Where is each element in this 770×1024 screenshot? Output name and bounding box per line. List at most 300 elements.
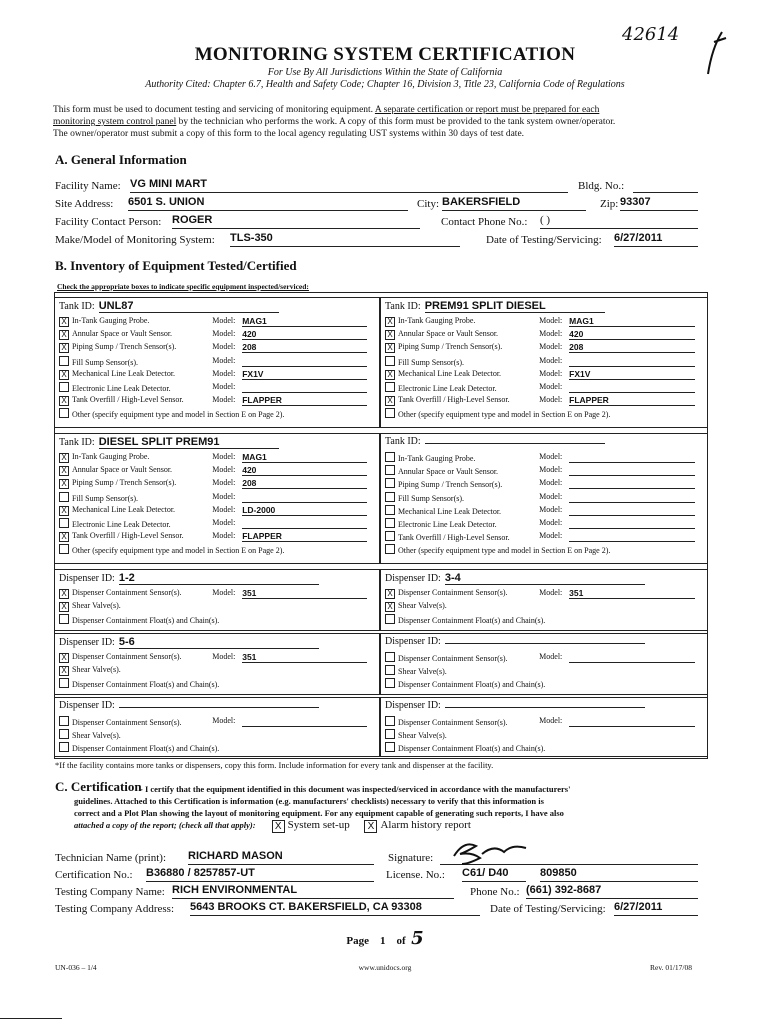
equipment-checkbox[interactable]: X: [59, 343, 69, 353]
dispenser-equipment-row: [385, 588, 703, 599]
equipment-label: Annular Space or Vault Sensor.: [72, 329, 173, 339]
equipment-label: Other (specify equipment type and model in Section E on Page 2).: [398, 410, 611, 420]
equipment-label: In-Tank Gauging Probe.: [398, 454, 476, 463]
model-field[interactable]: FX1V: [242, 369, 367, 380]
model-label: Model:: [539, 316, 563, 325]
equipment-checkbox[interactable]: X: [59, 479, 69, 489]
model-label: Model:: [212, 518, 236, 527]
city-label: City:: [417, 198, 440, 210]
dispenser-equipment-row: [385, 652, 703, 663]
tank-equipment-row: [385, 465, 703, 476]
model-label: Model:: [212, 452, 236, 461]
model-label: Model:: [212, 368, 236, 378]
model-label: Model:: [539, 652, 563, 661]
tank-equipment-row: [59, 329, 375, 340]
equipment-label: Other (specify equipment type and model in Section E on Page 2).: [72, 410, 285, 420]
tank-equipment-row: [385, 544, 703, 555]
dispenser-equipment-row: [59, 678, 375, 689]
model-field[interactable]: 351: [242, 652, 367, 663]
equipment-label: Tank Overfill / High-Level Sensor.: [72, 531, 184, 541]
page-number: Page 1 of 5: [346, 928, 424, 949]
model-label: Model:: [539, 368, 563, 378]
city-field[interactable]: BAKERSFIELD: [442, 196, 586, 211]
date-testing-label: Date of Testing/Servicing:: [486, 234, 602, 246]
dispenser-equipment-row: [59, 665, 375, 676]
contact-field[interactable]: ROGER: [172, 214, 420, 229]
tank-equipment-row: [385, 369, 703, 380]
equipment-label: Tank Overfill / High-Level Sensor.: [398, 533, 510, 543]
dispenser-equipment-row: [59, 742, 375, 753]
section-b-heading: B. Inventory of Equipment Tested/Certified: [55, 258, 297, 273]
model-field[interactable]: [242, 382, 367, 393]
model-label: Model:: [212, 716, 236, 725]
model-label: Model:: [212, 355, 236, 365]
dispenser-box: [54, 697, 380, 757]
equipment-checkbox[interactable]: [385, 518, 395, 528]
equipment-checkbox[interactable]: X: [59, 396, 69, 406]
model-label: Model:: [212, 316, 236, 325]
equipment-label: Shear Valve(s).: [398, 731, 447, 740]
equipment-checkbox[interactable]: X: [59, 330, 69, 340]
equipment-checkbox[interactable]: [385, 742, 395, 752]
dispenser-id-label: Dispenser ID:: [385, 636, 645, 647]
dispenser-equipment-row: [59, 601, 375, 612]
dispenser-id-label: Dispenser ID: 5-6: [59, 636, 319, 649]
tank-equipment-row: [59, 492, 375, 503]
tank-id-field[interactable]: [425, 443, 605, 444]
cert-no-field[interactable]: B36880 / 8257857-UT: [146, 867, 374, 882]
equipment-checkbox[interactable]: [59, 382, 69, 392]
system-setup-label: System set-up: [287, 819, 350, 831]
model-field[interactable]: 208: [569, 342, 695, 353]
tank-equipment-row: [385, 492, 703, 503]
model-field[interactable]: 420: [242, 329, 367, 340]
tank-equipment-row: [385, 531, 703, 542]
certification-text: - I certify that the equipment identified in this document was inspected/serviced in accordance with the manufacturers' guidelines. Attached to this Certification is information (e.g. manufacturers' checklists) necessary to verify that this information is correct and a Plot Plan showing the layout of monitoring equipment. For any equipment capable of generating such reports, I have also attached a copy of the report; (check all that apply): X System set-up X Alarm history report: [74, 784, 571, 832]
tank-equipment-row: [385, 316, 703, 327]
signature-label: Signature:: [388, 852, 434, 864]
dispenser-box: [380, 633, 708, 695]
dispenser-id-field[interactable]: [445, 643, 645, 644]
equipment-label: Electronic Line Leak Detector.: [72, 520, 171, 529]
model-label: Model:: [539, 342, 563, 352]
model-field[interactable]: FX1V: [569, 369, 695, 380]
section-c-heading: C. Certification: [55, 779, 142, 794]
model-field[interactable]: [569, 716, 695, 727]
dispenser-id-label: Dispenser ID: 3-4: [385, 572, 645, 585]
technician-label: Technician Name (print):: [55, 852, 167, 864]
cert-date-field[interactable]: 6/27/2011: [614, 901, 698, 916]
model-field[interactable]: [569, 518, 695, 529]
tank-id-field[interactable]: UNL87: [99, 300, 279, 313]
dispenser-id-field[interactable]: [445, 707, 645, 708]
equipment-checkbox[interactable]: X: [59, 370, 69, 380]
model-field[interactable]: 420: [569, 329, 695, 340]
model-field[interactable]: MAG1: [569, 316, 695, 327]
equipment-checkbox[interactable]: [59, 356, 69, 366]
model-label: Model:: [212, 478, 236, 488]
page-subtitle: For Use By All Jurisdictions Within the State of California: [267, 67, 503, 78]
equipment-label: Annular Space or Vault Sensor.: [398, 467, 499, 477]
equipment-label: Shear Valve(s).: [72, 665, 121, 674]
tank-equipment-row: [385, 395, 703, 406]
tank-equipment-row: [59, 369, 375, 380]
tank-equipment-row: [59, 544, 375, 555]
model-label: Model:: [212, 342, 236, 352]
model-label: Model:: [212, 531, 236, 541]
equipment-checkbox[interactable]: [59, 614, 69, 624]
alarm-history-checkbox[interactable]: X: [364, 820, 377, 833]
equipment-checkbox[interactable]: [385, 614, 395, 624]
equipment-label: Piping Sump / Trench Sensor(s).: [72, 342, 177, 352]
footer-revision: Rev. 01/17/08: [650, 963, 693, 972]
dispenser-equipment-row: [59, 652, 375, 663]
tank-equipment-row: [59, 478, 375, 489]
dispenser-box: [54, 569, 380, 631]
dispenser-box: [380, 697, 708, 757]
model-field[interactable]: [569, 452, 695, 463]
equipment-label: Piping Sump / Trench Sensor(s).: [398, 342, 503, 352]
page-title: MONITORING SYSTEM CERTIFICATION: [194, 44, 576, 65]
tank-id-label: Tank ID: DIESEL SPLIT PREM91: [59, 436, 279, 449]
equipment-label: In-Tank Gauging Probe.: [398, 316, 476, 325]
intro-text: This form must be used to document testing and servicing of monitoring equipment. A separate certification or report must be prepared for each monitoring system control panel by the technician who performs the work. A copy of this form must be provided to the tank system owner/operator. The owner/operator must submit a copy of this form to the local agency regulating UST systems within 30 days of test date.: [53, 105, 616, 139]
tank-equipment-row: [59, 531, 375, 542]
equipment-checkbox[interactable]: [385, 531, 395, 541]
authority-line: Authority Cited: Chapter 6.7, Health and Safety Code; Chapter 16, Division 3, Title 23, California Code of Regulations: [145, 79, 625, 90]
license-label: License. No.:: [386, 869, 445, 881]
tank-id-field[interactable]: DIESEL SPLIT PREM91: [99, 436, 279, 449]
model-label: Model:: [212, 652, 236, 661]
section-b-instruction: Check the appropriate boxes to indicate specific equipment inspected/serviced:: [57, 282, 309, 291]
equipment-checkbox[interactable]: [385, 465, 395, 475]
model-label: Model:: [539, 478, 563, 488]
equipment-checkbox[interactable]: X: [385, 589, 395, 599]
model-label: Model:: [539, 329, 563, 339]
equipment-checkbox[interactable]: X: [59, 653, 69, 663]
dispenser-id-field[interactable]: [119, 707, 319, 708]
equipment-checkbox[interactable]: [59, 742, 69, 752]
equipment-checkbox[interactable]: [385, 478, 395, 488]
model-label: Model:: [212, 382, 236, 391]
facility-name-label: Facility Name:: [55, 180, 121, 192]
equipment-label: Dispenser Containment Sensor(s).: [398, 588, 508, 597]
tank-equipment-row: [385, 408, 703, 419]
model-field[interactable]: LD-2000: [242, 505, 367, 516]
dispenser-box: [380, 569, 708, 631]
tank-box: [380, 297, 708, 428]
equipment-checkbox[interactable]: [385, 492, 395, 502]
contact-phone-label: Contact Phone No.:: [441, 216, 528, 228]
company-phone-field[interactable]: (661) 392-8687: [526, 884, 698, 899]
footer-form-id: UN-036 – 1/4: [55, 963, 97, 972]
model-label: Model:: [212, 491, 236, 501]
equipment-checkbox[interactable]: X: [385, 330, 395, 340]
equipment-checkbox[interactable]: X: [385, 317, 395, 327]
equipment-label: Mechanical Line Leak Detector.: [72, 368, 176, 378]
equipment-checkbox[interactable]: [59, 678, 69, 688]
model-field[interactable]: 208: [242, 478, 367, 489]
tank-box: [54, 433, 380, 564]
date-testing-field[interactable]: 6/27/2011: [614, 232, 698, 247]
make-model-field[interactable]: TLS-350: [230, 232, 460, 247]
tank-id-label: Tank ID: PREM91 SPLIT DIESEL: [385, 300, 605, 313]
company-name-label: Testing Company Name:: [55, 886, 165, 898]
equipment-label: Shear Valve(s).: [398, 601, 447, 610]
model-label: Model:: [212, 465, 236, 475]
dispenser-id-label: Dispenser ID:: [59, 700, 319, 711]
company-address-field[interactable]: 5643 BROOKS CT. BAKERSFIELD, CA 93308: [190, 901, 480, 916]
section-b-footnote: *If the facility contains more tanks or dispensers, copy this form. Include information for every tank and dispenser at the facility.: [55, 760, 494, 770]
equipment-checkbox[interactable]: [385, 408, 395, 418]
equipment-label: Tank Overfill / High-Level Sensor.: [72, 395, 184, 405]
equipment-checkbox[interactable]: [59, 492, 69, 502]
equipment-label: In-Tank Gauging Probe.: [72, 452, 150, 461]
model-label: Model:: [212, 395, 236, 405]
tank-box: [380, 433, 708, 564]
model-label: Model:: [539, 465, 563, 475]
model-label: Model:: [212, 329, 236, 339]
model-field[interactable]: 208: [242, 342, 367, 353]
model-field[interactable]: [242, 518, 367, 529]
equipment-label: Shear Valve(s).: [398, 667, 447, 676]
bldg-no-label: Bldg. No.:: [578, 180, 625, 192]
equipment-checkbox[interactable]: X: [59, 602, 69, 612]
equipment-checkbox[interactable]: X: [59, 466, 69, 476]
equipment-checkbox[interactable]: [385, 544, 395, 554]
equipment-checkbox[interactable]: X: [59, 666, 69, 676]
tank-equipment-row: [59, 505, 375, 516]
equipment-label: Dispenser Containment Sensor(s).: [398, 654, 508, 663]
equipment-checkbox[interactable]: X: [59, 506, 69, 516]
technician-field[interactable]: RICHARD MASON: [188, 850, 374, 865]
tank-equipment-row: [385, 478, 703, 489]
dispenser-id-label: Dispenser ID:: [385, 700, 645, 711]
dispenser-equipment-row: [385, 614, 703, 625]
zip-label: Zip:: [600, 198, 619, 210]
contact-label: Facility Contact Person:: [55, 216, 162, 228]
site-address-label: Site Address:: [55, 198, 114, 210]
dispenser-equipment-row: [385, 716, 703, 727]
model-label: Model:: [539, 382, 563, 391]
model-field[interactable]: [242, 492, 367, 503]
model-label: Model:: [539, 588, 563, 597]
tank-equipment-row: [385, 518, 703, 529]
equipment-label: Other (specify equipment type and model in Section E on Page 2).: [398, 546, 611, 556]
model-field[interactable]: [569, 356, 695, 367]
tank-equipment-row: [59, 465, 375, 476]
section-a-heading: A. General Information: [55, 152, 187, 167]
signature-image: [446, 836, 586, 868]
model-field[interactable]: MAG1: [242, 316, 367, 327]
tank-equipment-row: [59, 518, 375, 529]
model-field[interactable]: 351: [569, 588, 695, 599]
bldg-no-field[interactable]: [633, 178, 698, 193]
license-no-field[interactable]: 809850: [540, 867, 698, 882]
model-label: Model:: [539, 452, 563, 461]
equipment-label: Fill Sump Sensor(s).: [398, 357, 465, 367]
tank-equipment-row: [59, 342, 375, 353]
handwritten-number: 42614: [622, 24, 680, 45]
model-field[interactable]: [569, 652, 695, 663]
zip-field[interactable]: 93307: [620, 196, 698, 211]
equipment-checkbox[interactable]: [59, 716, 69, 726]
equipment-label: Dispenser Containment Sensor(s).: [72, 588, 182, 597]
dispenser-equipment-row: [59, 588, 375, 599]
equipment-checkbox[interactable]: X: [59, 532, 69, 542]
equipment-label: Other (specify equipment type and model in Section E on Page 2).: [72, 546, 285, 556]
equipment-label: Mechanical Line Leak Detector.: [72, 504, 176, 514]
model-label: Model:: [212, 504, 236, 514]
equipment-checkbox[interactable]: X: [59, 453, 69, 463]
equipment-label: Mechanical Line Leak Detector.: [398, 368, 502, 378]
equipment-label: Piping Sump / Trench Sensor(s).: [72, 478, 177, 488]
company-address-label: Testing Company Address:: [55, 903, 175, 915]
equipment-label: Fill Sump Sensor(s).: [72, 493, 139, 503]
model-label: Model:: [539, 531, 563, 541]
model-field[interactable]: FLAPPER: [242, 531, 367, 542]
dispenser-equipment-row: [385, 729, 703, 740]
make-model-label: Make/Model of Monitoring System:: [55, 234, 215, 246]
system-setup-checkbox[interactable]: X: [272, 820, 285, 833]
cert-no-label: Certification No.:: [55, 869, 133, 881]
equipment-checkbox[interactable]: X: [59, 317, 69, 327]
equipment-checkbox[interactable]: X: [385, 396, 395, 406]
tank-equipment-row: [385, 342, 703, 353]
model-field[interactable]: [242, 716, 367, 727]
dispenser-equipment-row: [385, 742, 703, 753]
model-field[interactable]: [242, 356, 367, 367]
equipment-checkbox[interactable]: [385, 382, 395, 392]
equipment-label: Dispenser Containment Float(s) and Chain(s).: [398, 680, 546, 689]
equipment-checkbox[interactable]: [385, 665, 395, 675]
facility-name-field[interactable]: VG MINI MART: [130, 178, 568, 193]
tank-equipment-row: [59, 408, 375, 419]
equipment-label: Dispenser Containment Sensor(s).: [398, 718, 508, 727]
tank-equipment-row: [59, 356, 375, 367]
tank-box: [54, 297, 380, 428]
model-field[interactable]: [569, 382, 695, 393]
tank-equipment-row: [385, 452, 703, 463]
model-field[interactable]: MAG1: [242, 452, 367, 463]
tank-equipment-row: [385, 329, 703, 340]
equipment-checkbox[interactable]: [385, 452, 395, 462]
equipment-label: Piping Sump / Trench Sensor(s).: [398, 480, 503, 490]
model-field[interactable]: [569, 505, 695, 516]
tank-id-field[interactable]: PREM91 SPLIT DIESEL: [425, 300, 605, 313]
equipment-checkbox[interactable]: [385, 716, 395, 726]
dispenser-box: [54, 633, 380, 695]
equipment-label: Shear Valve(s).: [72, 601, 121, 610]
dispenser-id-field[interactable]: 5-6: [119, 636, 319, 649]
model-field[interactable]: [569, 531, 695, 542]
equipment-label: Dispenser Containment Sensor(s).: [72, 718, 182, 727]
equipment-label: Dispenser Containment Float(s) and Chain(s).: [398, 616, 546, 625]
equipment-checkbox[interactable]: [385, 652, 395, 662]
tank-equipment-row: [385, 382, 703, 393]
equipment-checkbox[interactable]: [385, 356, 395, 366]
model-field[interactable]: FLAPPER: [569, 395, 695, 406]
model-label: Model:: [212, 588, 236, 597]
license-class-field[interactable]: C61/ D40: [462, 867, 526, 882]
equipment-label: Electronic Line Leak Detector.: [398, 520, 497, 529]
model-field[interactable]: [569, 465, 695, 476]
company-phone-label: Phone No.:: [470, 886, 520, 898]
equipment-checkbox[interactable]: X: [59, 589, 69, 599]
dispenser-id-label: Dispenser ID: 1-2: [59, 572, 319, 585]
model-label: Model:: [539, 491, 563, 501]
dispenser-equipment-row: [59, 614, 375, 625]
equipment-label: Annular Space or Vault Sensor.: [72, 465, 173, 475]
equipment-checkbox[interactable]: [385, 505, 395, 515]
model-label: Model:: [539, 355, 563, 365]
equipment-label: Mechanical Line Leak Detector.: [398, 506, 502, 516]
model-field[interactable]: 420: [242, 465, 367, 476]
dispenser-equipment-row: [59, 716, 375, 727]
site-address-field[interactable]: 6501 S. UNION: [128, 196, 408, 211]
equipment-label: Shear Valve(s).: [72, 731, 121, 740]
equipment-checkbox[interactable]: X: [385, 343, 395, 353]
tank-id-label: Tank ID:: [385, 436, 605, 447]
model-label: Model:: [539, 504, 563, 514]
equipment-label: Fill Sump Sensor(s).: [398, 493, 465, 503]
equipment-checkbox[interactable]: [59, 544, 69, 554]
dispenser-id-field[interactable]: 1-2: [119, 572, 319, 585]
contact-phone-field[interactable]: ( ): [540, 214, 698, 229]
tank-equipment-row: [59, 316, 375, 327]
model-label: Model:: [539, 395, 563, 405]
equipment-checkbox[interactable]: [385, 678, 395, 688]
dispenser-equipment-row: [385, 678, 703, 689]
equipment-label: Dispenser Containment Float(s) and Chain(s).: [72, 680, 220, 689]
equipment-checkbox[interactable]: X: [385, 602, 395, 612]
model-field[interactable]: 351: [242, 588, 367, 599]
dispenser-id-field[interactable]: 3-4: [445, 572, 645, 585]
equipment-label: Dispenser Containment Float(s) and Chain(s).: [72, 616, 220, 625]
equipment-label: Annular Space or Vault Sensor.: [398, 329, 499, 339]
equipment-label: Dispenser Containment Sensor(s).: [72, 652, 182, 661]
footer-website: www.unidocs.org: [358, 963, 412, 972]
alarm-history-label: Alarm history report: [380, 819, 471, 831]
dispenser-equipment-row: [385, 665, 703, 676]
model-field[interactable]: FLAPPER: [242, 395, 367, 406]
tank-equipment-row: [385, 505, 703, 516]
tank-equipment-row: [385, 356, 703, 367]
equipment-checkbox[interactable]: [59, 518, 69, 528]
equipment-label: Dispenser Containment Float(s) and Chain(s).: [72, 744, 220, 753]
equipment-checkbox[interactable]: [385, 729, 395, 739]
tank-equipment-row: [59, 382, 375, 393]
equipment-checkbox[interactable]: [59, 408, 69, 418]
model-field[interactable]: [569, 478, 695, 489]
equipment-label: Fill Sump Sensor(s).: [72, 357, 139, 367]
equipment-checkbox[interactable]: [59, 729, 69, 739]
equipment-label: Electronic Line Leak Detector.: [398, 384, 497, 393]
footer-rule: [0, 1018, 62, 1019]
model-field[interactable]: [569, 492, 695, 503]
model-label: Model:: [539, 518, 563, 527]
equipment-checkbox[interactable]: X: [385, 370, 395, 380]
tank-id-label: Tank ID: UNL87: [59, 300, 279, 313]
dispenser-equipment-row: [385, 601, 703, 612]
equipment-label: Electronic Line Leak Detector.: [72, 384, 171, 393]
tank-equipment-row: [59, 452, 375, 463]
equipment-label: Dispenser Containment Float(s) and Chain(s).: [398, 744, 546, 753]
tank-equipment-row: [59, 395, 375, 406]
company-name-field[interactable]: RICH ENVIRONMENTAL: [172, 884, 454, 899]
equipment-label: In-Tank Gauging Probe.: [72, 316, 150, 325]
equipment-label: Tank Overfill / High-Level Sensor.: [398, 395, 510, 405]
